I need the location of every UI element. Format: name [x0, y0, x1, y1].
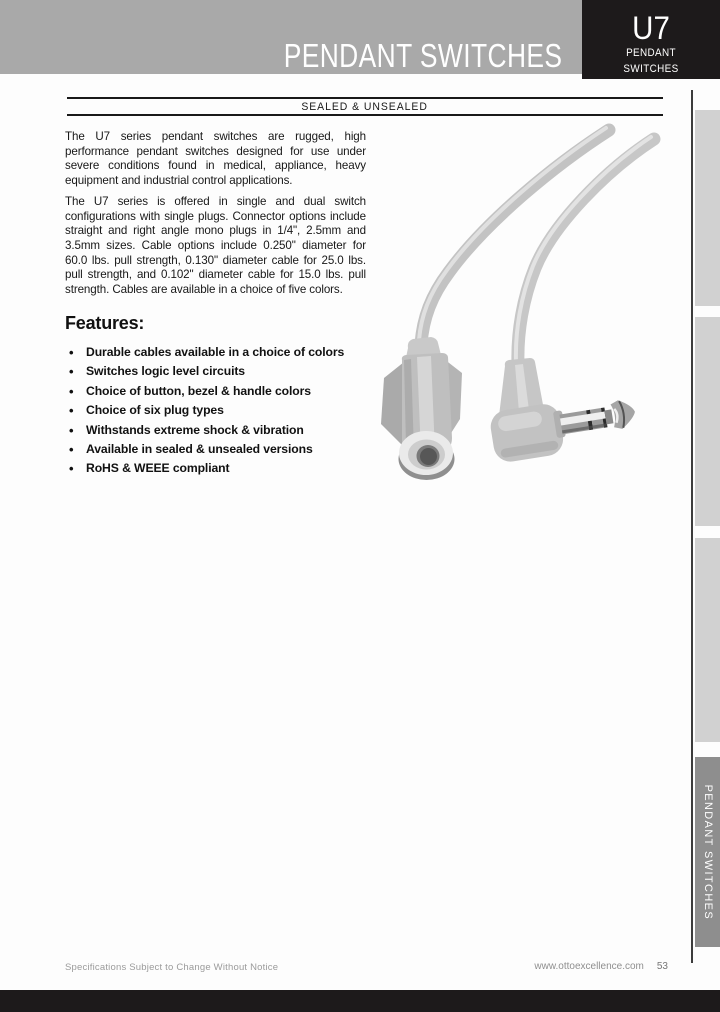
page-number: 53	[656, 961, 668, 972]
features-list	[65, 343, 377, 479]
bottom-bar	[0, 990, 720, 1012]
sidebar-rule	[691, 90, 693, 963]
series-code: U7	[632, 10, 670, 46]
intro-paragraph: The U7 series pendant switches are rugged, high performance pendant switches designed for use under severe conditions found in medical, appliance, heavy equipment and industrial control applications.	[65, 130, 366, 188]
sidebar-block	[695, 110, 720, 306]
feature-item: • Durable cables available in a choice of colors	[65, 343, 377, 362]
sidebar-section-tab	[695, 757, 720, 947]
sidebar-vertical-label: PENDANT SWITCHES	[701, 784, 714, 920]
feature-item: • RoHS & WEEE compliant	[65, 459, 377, 478]
section-title: SEALED & UNSEALED	[301, 100, 429, 113]
sidebar-block	[695, 317, 720, 526]
cable-left	[419, 128, 609, 344]
series-tab	[582, 0, 720, 79]
series-label-line2: SWITCHES	[623, 62, 679, 75]
feature-item: • Choice of button, bezel & handle colors	[65, 382, 377, 401]
features-section	[65, 313, 377, 479]
product-photo	[360, 122, 692, 520]
feature-item: • Switches logic level circuits	[65, 362, 377, 381]
intro-copy	[65, 130, 366, 304]
feature-item: • Available in sealed & unsealed versions	[65, 440, 377, 459]
footer-disclaimer: Specifications Subject to Change Without Notice	[65, 962, 279, 973]
intro-paragraph: The U7 series is offered in single and dual switch configurations with single plugs. Connector options include straight and right angle mono plugs in 1/4", 2.5mm and 3.5mm sizes. Cable options include 0.250" diameter for 60.0 lbs. pull strength, 0.130" diameter cable for 25.0 lbs. pull strength, and 0.102" diameter cable for 15.0 lbs. pull strength. Cables are available in a choice of five colors.	[65, 194, 366, 297]
page-title: PENDANT SWITCHES	[283, 37, 562, 75]
right-angle-plug	[488, 358, 639, 464]
footer-website: www.ottoexcellence.com	[534, 961, 644, 972]
sidebar-block	[695, 538, 720, 742]
feature-item: • Withstands extreme shock & vibration	[65, 421, 377, 440]
header-bar	[0, 0, 582, 74]
jack-socket	[381, 337, 462, 480]
series-label-line1: PENDANT	[626, 47, 676, 59]
cable-right	[516, 137, 654, 364]
features-heading: Features:	[65, 313, 145, 333]
feature-item: • Choice of six plug types	[65, 401, 377, 420]
section-title-bar	[67, 97, 663, 116]
footer-right	[534, 961, 668, 972]
